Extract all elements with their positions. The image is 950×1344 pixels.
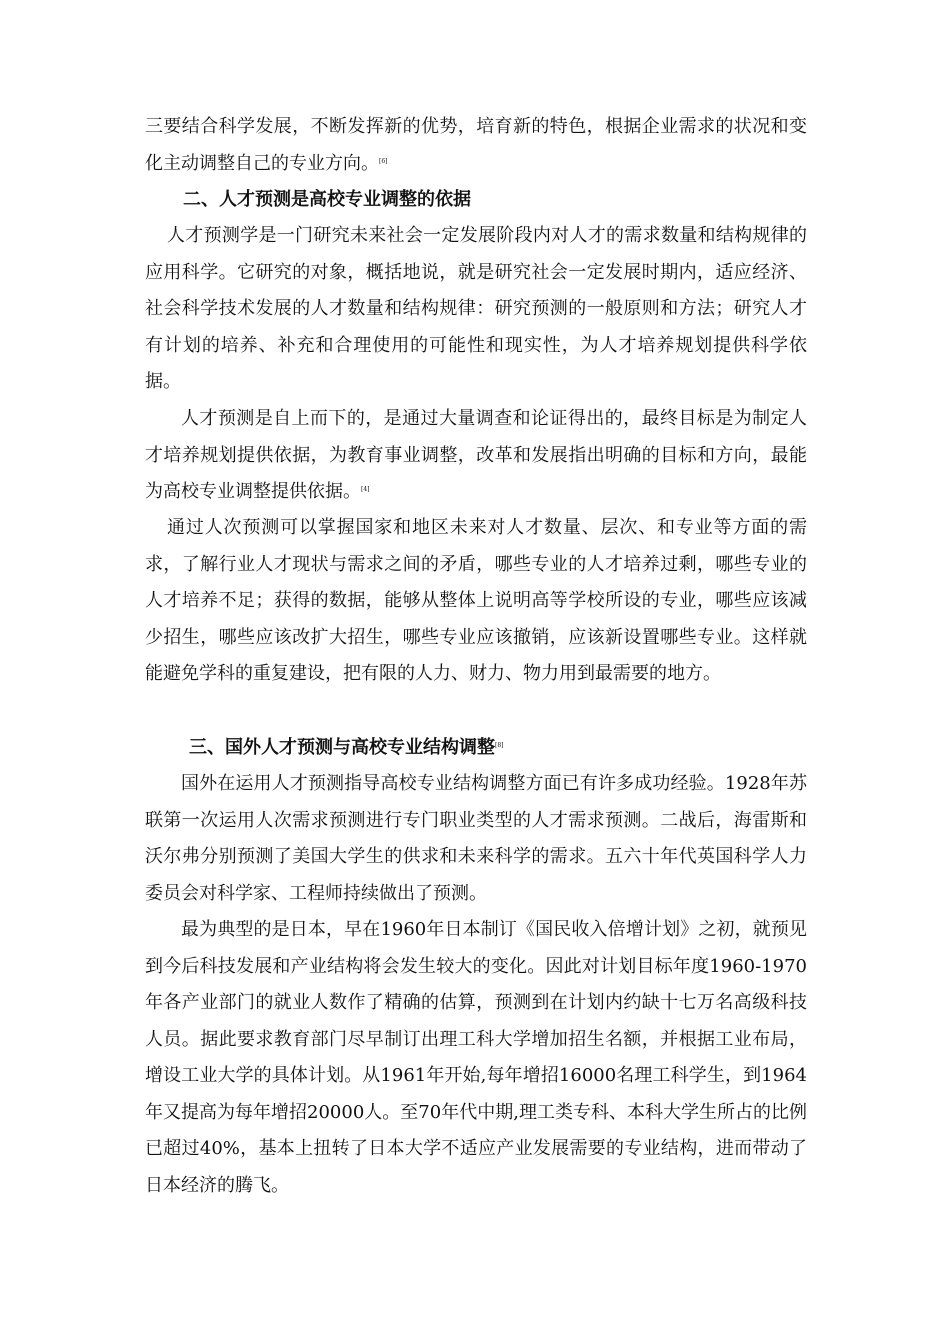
citation-ref: [4] xyxy=(361,486,370,493)
paragraph-text: 三要结合科学发展，不断发挥新的优势，培育新的特色，根据企业需求的状况和变化主动调整自己的专业方向。 xyxy=(145,116,807,174)
paragraph-foreign-experience: 国外在运用人才预测指导高校专业结构调整方面已有许多成功经验。1928年苏联第一次运用人次需求预测进行专门职业类型的人才需求预测。二战后，海雷斯和沃尔弗分别预测了美国大学生的供求和未来科学的需求。五六十年代英国科学人力委员会对科学家、工程师持续做出了预测。 xyxy=(145,773,807,904)
paragraph-text: 人才预测是自上而下的，是通过大量调查和论证得出的，最终目标是为制定人才培养规划提供依据，为教育事业调整，改革和发展指出明确的目标和方向，最能为高校专业调整提供依据。 xyxy=(145,408,807,502)
citation-ref: [8] xyxy=(495,742,504,749)
citation-ref: [6] xyxy=(379,157,388,165)
section-heading-two: 二、人才预测是高校专业调整的依据 xyxy=(183,189,471,210)
section-heading-three xyxy=(189,730,504,767)
paragraph-prediction-benefits: 通过人次预测可以掌握国家和地区未来对人才数量、层次、和专业等方面的需求，了解行业人才现状与需求之间的矛盾，哪些专业的人才培养过剩，哪些专业的人才培养不足；获得的数据，能够从整体上说明高等学校所设的专业，哪些应该减少招生，哪些应该改扩大招生，哪些专业应该撤销，应该新设置哪些专业。这样就能避免学科的重复建设，把有限的人力、财力、物力用到最需要的地方。 xyxy=(145,517,807,684)
paragraph-japan-example: 最为典型的是日本，早在1960年日本制订《国民收入倍增计划》之初，就预见到今后科技发展和产业结构将会发生较大的变化。因此对计划目标年度1960-1970年各产业部门的就业人数作了精确的估算，预测到在计划内约缺十七万名高级科技人员。据此要求教育部门尽早制订出理工科大学增加招生名额，并根据工业布局，增设工业大学的具体计划。从1961年开始,每年增招16000名理工科学生，到1964年又提高为每年增招20000人。至70年代中期,理工类专科、本科大学生所占的比例已超过40%，基本上扭转了日本大学不适应产业发展需要的专业结构，进而带动了日本经济的腾飞。 xyxy=(145,919,807,1196)
paragraph-talent-prediction-definition: 人才预测学是一门研究未来社会一定发展阶段内对人才的需求数量和结构规律的应用科学。它研究的对象，概括地说，就是研究社会一定发展时期内，适应经济、社会科学技术发展的人才数量和结构规律：研究预测的一般原则和方法；研究人才有计划的培养、补充和合理使用的可能性和现实性，为人才培养规划提供科学依据。 xyxy=(145,225,807,392)
paragraph-top-down-prediction xyxy=(145,401,807,511)
heading-text: 三、国外人才预测与高校专业结构调整 xyxy=(189,737,495,758)
paragraph-specialty-direction xyxy=(145,109,807,182)
